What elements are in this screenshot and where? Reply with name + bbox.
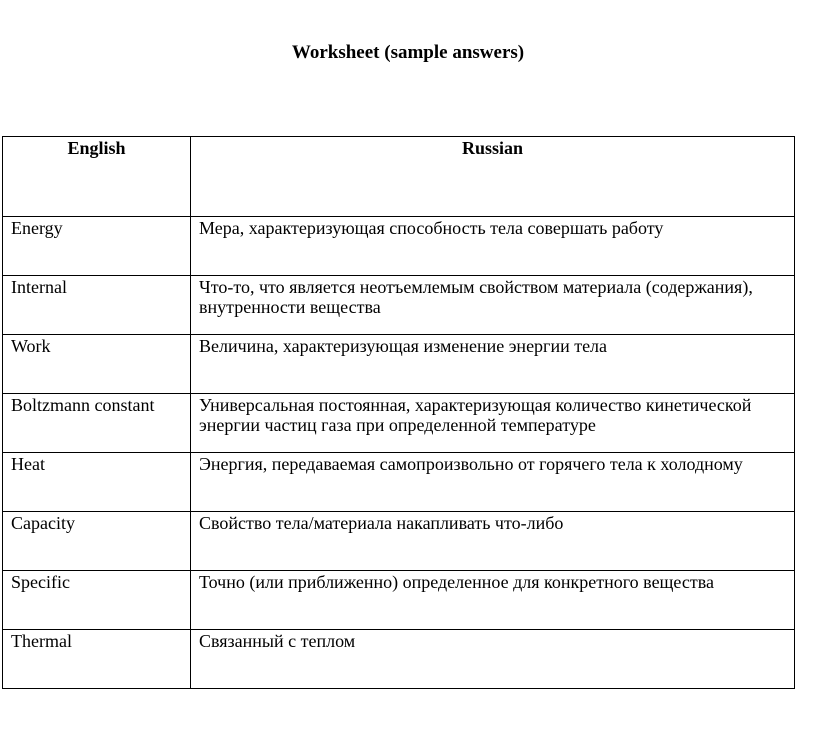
- english-term: Thermal: [3, 630, 191, 689]
- table-row: [3, 335, 795, 394]
- english-term: Work: [3, 335, 191, 394]
- table-row: [3, 630, 795, 689]
- table-row: [3, 571, 795, 630]
- table-row: [3, 276, 795, 335]
- russian-definition: Точно (или приближенно) определенное для конкретного вещества: [191, 571, 795, 630]
- russian-definition: Величина, характеризующая изменение энергии тела: [191, 335, 795, 394]
- russian-definition: Что-то, что является неотъемлемым свойством материала (содержания), внутренности вещества: [191, 276, 795, 335]
- russian-definition: Универсальная постоянная, характеризующая количество кинетической энергии частиц газа при определенной температуре: [191, 394, 795, 453]
- english-term: Energy: [3, 217, 191, 276]
- table-row: [3, 394, 795, 453]
- english-term: Heat: [3, 453, 191, 512]
- table-row: [3, 217, 795, 276]
- english-term: Boltzmann constant: [3, 394, 191, 453]
- table-header-row: [3, 137, 795, 217]
- page-title: Worksheet (sample answers): [291, 42, 525, 63]
- russian-definition: Свойство тела/материала накапливать что-либо: [191, 512, 795, 571]
- english-term: Capacity: [3, 512, 191, 571]
- russian-definition: Связанный с теплом: [191, 630, 795, 689]
- table-row: [3, 512, 795, 571]
- russian-definition: Энергия, передаваемая самопроизвольно от горячего тела к холодному: [191, 453, 795, 512]
- column-header-english: English: [3, 137, 191, 217]
- column-header-russian: Russian: [191, 137, 795, 217]
- english-term: Specific: [3, 571, 191, 630]
- russian-definition: Мера, характеризующая способность тела совершать работу: [191, 217, 795, 276]
- table-row: [3, 453, 795, 512]
- vocabulary-table: [2, 136, 795, 689]
- english-term: Internal: [3, 276, 191, 335]
